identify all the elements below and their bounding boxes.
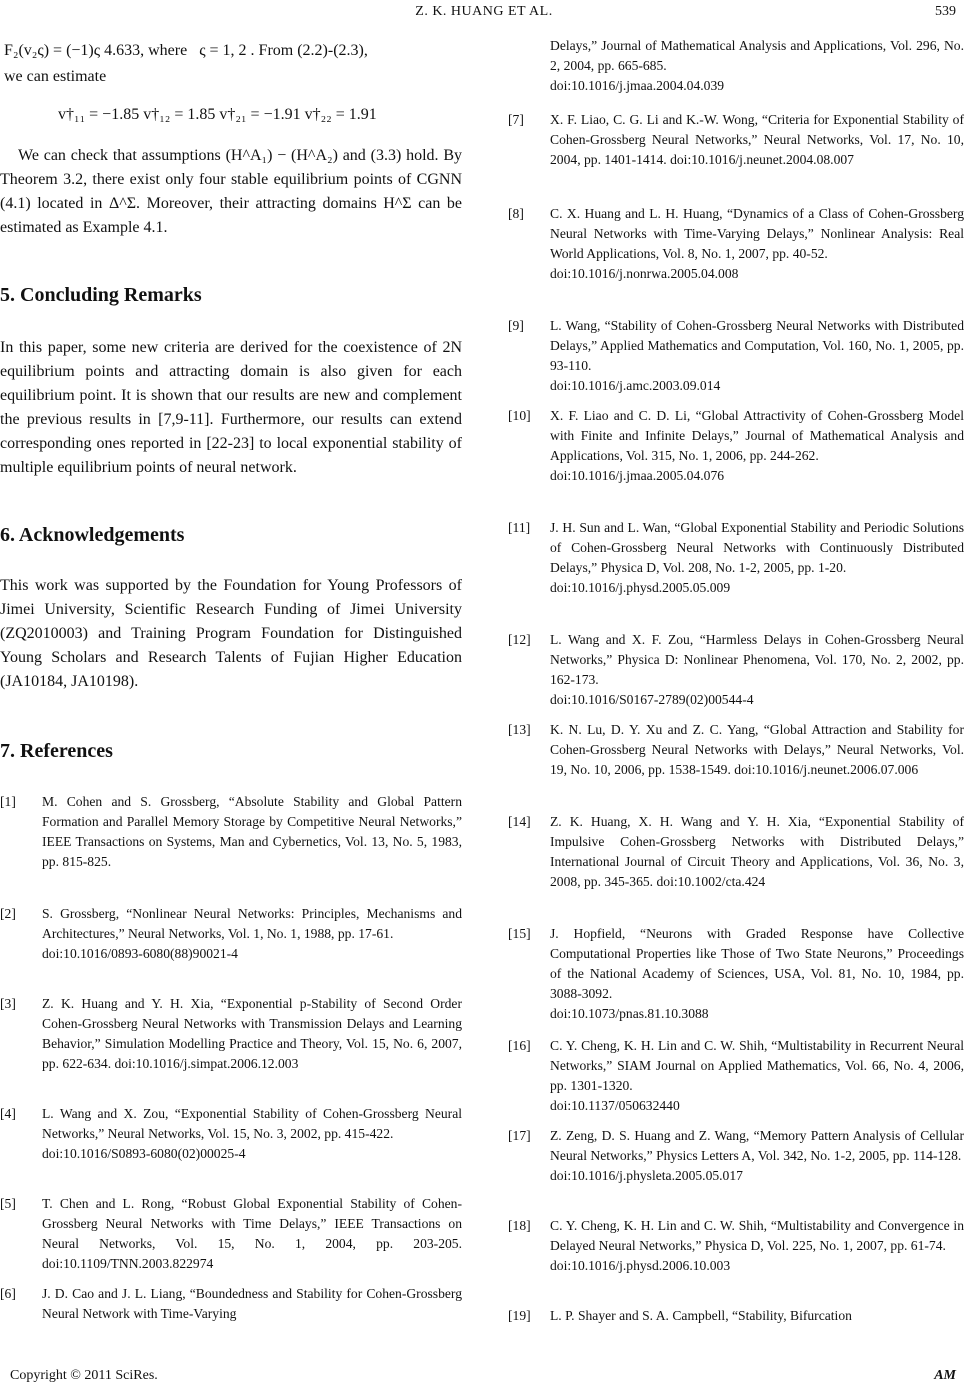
journal-abbrev: AM <box>934 1368 956 1383</box>
reference-doi: doi:10.1016/j.jmaa.2004.04.039 <box>550 78 725 93</box>
reference-text: C. X. Huang and L. H. Huang, “Dynamics of a Class of Cohen-Grossberg Neural Networks with Time-Varying Delays,” Nonlinear Analysis: Real World Applications, Vol. 8, No. 1, 2007, pp. 40-52. <box>550 206 964 261</box>
reference-text: X. F. Liao, C. G. Li and K.-W. Wong, “Criteria for Exponential Stability of Cohen-Grossberg Neural Networks,” Neural Networks, Vol. 17, No. 10, 2004, pp. 1401-1414. doi:10.1016/j.neunet.2004.08.007 <box>550 112 964 167</box>
equation-where: , where <box>140 42 188 59</box>
reference-doi: doi:10.1016/0893-6080(88)90021-4 <box>42 946 238 961</box>
reference-number: [11] <box>508 520 531 535</box>
reference-text: C. Y. Cheng, K. H. Lin and C. W. Shih, “Multistability and Convergence in Delayed Neural Networks,” Physica D, Vol. 225, No. 1, 2007, pp. 61-74. <box>550 1218 964 1253</box>
equation-f2: F₂(v₂ς) = (−1)ς 4.633 <box>4 42 141 59</box>
copyright-notice: Copyright © 2011 SciRes. <box>10 1368 158 1383</box>
reference-number: [7] <box>508 112 524 127</box>
reference-doi: doi:10.1016/j.physd.2005.05.009 <box>550 580 731 595</box>
reference-number: [14] <box>508 814 531 829</box>
reference-number: [1] <box>0 794 16 809</box>
reference-number: [17] <box>508 1128 531 1143</box>
reference-text: L. Wang, “Stability of Cohen-Grossberg Neural Networks with Distributed Delays,” Applied Mathematics and Computation, Vol. 160, No. 1, 2005, pp. 93-110. <box>550 318 964 373</box>
reference-text: J. Hopfield, “Neurons with Graded Response have Collective Computational Properties like Those of Two State Neurons,” Proceedings of the National Academy of Sciences, USA, Vol. 81, No. 10, 1984, pp. 3088-3092. <box>550 926 964 1001</box>
reference-number: [13] <box>508 722 531 737</box>
reference-number: [15] <box>508 926 531 941</box>
reference-doi: doi:10.1073/pnas.81.10.3088 <box>550 1006 709 1021</box>
reference-number: [9] <box>508 318 524 333</box>
equation-condition: ς = 1, 2 <box>199 42 247 59</box>
reference-text: L. P. Shayer and S. A. Campbell, “Stability, Bifurcation <box>550 1308 852 1323</box>
heading-concluding-remarks: 5. Concluding Remarks <box>0 284 202 306</box>
reference-text: L. Wang and X. F. Zou, “Harmless Delays in Cohen-Grossberg Neural Networks,” Physica D: Nonlinear Phenomena, Vol. 170, No. 2, 2002, pp. 162-173. <box>550 632 964 687</box>
reference-text: Delays,” Journal of Mathematical Analysis and Applications, Vol. 296, No. 2, 2004, pp. 665-685. <box>550 38 964 73</box>
reference-doi: doi:10.1016/j.jmaa.2005.04.076 <box>550 468 725 483</box>
reference-number: [19] <box>508 1308 531 1323</box>
reference-number: [12] <box>508 632 531 647</box>
left-column <box>0 0 462 1360</box>
reference-number: [2] <box>0 906 16 921</box>
reference-doi: doi:10.1016/j.physleta.2005.05.017 <box>550 1168 743 1183</box>
reference-text: S. Grossberg, “Nonlinear Neural Networks: Principles, Mechanisms and Architectures,” Neural Networks, Vol. 1, No. 1, 1988, pp. 17-61. <box>42 906 462 941</box>
reference-number: [18] <box>508 1218 531 1233</box>
reference-text: L. Wang and X. Zou, “Exponential Stability of Cohen-Grossberg Neural Networks,” Neural Networks, Vol. 15, No. 3, 2002, pp. 415-422. <box>42 1106 462 1141</box>
paragraph-assumptions: We can check that assumptions (H^A₁) − (H^A₂) and (3.3) hold. By Theorem 3.2, there exist only four stable equilibrium points of CGNN (4.1) located in Δ^Σ. Moreover, their attracting domains H^Σ can be estimated as Example 4.1. <box>0 147 462 236</box>
reference-doi: doi:10.1016/S0893-6080(02)00025-4 <box>42 1146 246 1161</box>
right-column <box>508 0 964 1360</box>
reference-doi: doi:10.1016/j.nonrwa.2005.04.008 <box>550 266 739 281</box>
reference-doi: doi:10.1016/j.amc.2003.09.014 <box>550 378 721 393</box>
reference-number: [8] <box>508 206 524 221</box>
reference-text: T. Chen and L. Rong, “Robust Global Exponential Stability of Cohen-Grossberg Neural Networks with Time Delays,” IEEE Transactions on Neural Networks, Vol. 15, No. 1, 2004, pp. 203-205. doi:10.1109/TNN.2003.822974 <box>42 1196 462 1271</box>
reference-text: X. F. Liao and C. D. Li, “Global Attractivity of Cohen-Grossberg Model with Finite and Infinite Delays,” Journal of Mathematical Analysis and Applications, Vol. 315, No. 1, 2006, pp. 244-262. <box>550 408 964 463</box>
reference-number: [5] <box>0 1196 16 1211</box>
reference-doi: doi:10.1016/S0167-2789(02)00544-4 <box>550 692 754 707</box>
paragraph-acknowledgements: This work was supported by the Foundation for Young Professors of Jimei University, Scientific Research Funding of Jimei University (ZQ2010003) and Training Program Foundation for Distinguished Young Scholars and Research Talents of Fujian Higher Education (JA10184, JA10198). <box>0 577 462 690</box>
reference-doi: doi:10.1137/050632440 <box>550 1098 680 1113</box>
reference-number: [4] <box>0 1106 16 1121</box>
reference-text: Z. Zeng, D. S. Huang and Z. Wang, “Memory Pattern Analysis of Cellular Neural Networks,” Physics Letters A, Vol. 342, No. 1-2, 2005, pp. 114-128. <box>550 1128 964 1163</box>
reference-text: J. H. Sun and L. Wan, “Global Exponential Stability and Periodic Solutions of Cohen-Grossberg Neural Networks with Continuously Distributed Delays,” Physica D, Vol. 208, No. 1-2, 2005, pp. 1-20. <box>550 520 964 575</box>
estimate-values: v†₁₁ = −1.85 v†₁₂ = 1.85 v†₂₁ = −1.91 v†₂₂ = 1.91 <box>58 106 377 123</box>
reference-doi: doi:10.1016/j.physd.2006.10.003 <box>550 1258 731 1273</box>
reference-text: Z. K. Huang, X. H. Wang and Y. H. Xia, “Exponential Stability of Impulsive Cohen-Grossberg Networks with Distributed Delays,” International Journal of Circuit Theory and Applications, Vol. 36, No. 3, 2008, pp. 345-365. doi:10.1002/cta.424 <box>550 814 964 889</box>
paragraph-conclusion: In this paper, some new criteria are derived for the coexistence of 2N equilibrium points and attracting domain is also given for each equilibrium point. It is shown that our results are new and complement the previous results in [7,9-11]. Furthermore, our results can extend corresponding ones reported in [22-23] to local exponential stability of multiple equilibrium points of neural network. <box>0 339 462 476</box>
reference-text: Z. K. Huang and Y. H. Xia, “Exponential p-Stability of Second Order Cohen-Grossberg Neural Networks with Transmission Delays and Learning Behavior,” Simulation Modelling Practice and Theory, Vol. 15, No. 6, 2007, pp. 622-634. doi:10.1016/j.simpat.2006.12.003 <box>42 996 462 1071</box>
reference-number: [3] <box>0 996 16 1011</box>
heading-references: 7. References <box>0 740 113 762</box>
reference-text: J. D. Cao and J. L. Liang, “Boundedness and Stability for Cohen-Grossberg Neural Network with Time-Varying <box>42 1286 462 1321</box>
page-number: 539 <box>935 4 956 19</box>
reference-number: [16] <box>508 1038 531 1053</box>
running-title: Z. K. HUANG ET AL. <box>415 4 553 19</box>
reference-text: K. N. Lu, D. Y. Xu and Z. C. Yang, “Global Attraction and Stability for Cohen-Grossberg Neural Networks with Delays,” Neural Networks, Vol. 19, No. 10, 2006, pp. 1538-1549. doi:10.1016/j.neunet.2006.07.006 <box>550 722 964 777</box>
equation-tail: . From (2.2)-(2.3), <box>250 42 368 59</box>
heading-acknowledgements: 6. Acknowledgements <box>0 524 185 546</box>
equation-line-1 <box>4 42 368 60</box>
estimate-text: we can estimate <box>4 68 107 85</box>
reference-number: [6] <box>0 1286 16 1301</box>
reference-text: C. Y. Cheng, K. H. Lin and C. W. Shih, “Multistability in Recurrent Neural Networks,” SIAM Journal on Applied Mathematics, Vol. 66, No. 4, 2006, pp. 1301-1320. <box>550 1038 964 1093</box>
reference-number: [10] <box>508 408 531 423</box>
reference-text: M. Cohen and S. Grossberg, “Absolute Stability and Global Pattern Formation and Parallel Memory Storage by Competitive Neural Networks,” IEEE Transactions on Systems, Man and Cybernetics, Vol. 13, No. 5, 1983, pp. 815-825. <box>42 794 462 869</box>
